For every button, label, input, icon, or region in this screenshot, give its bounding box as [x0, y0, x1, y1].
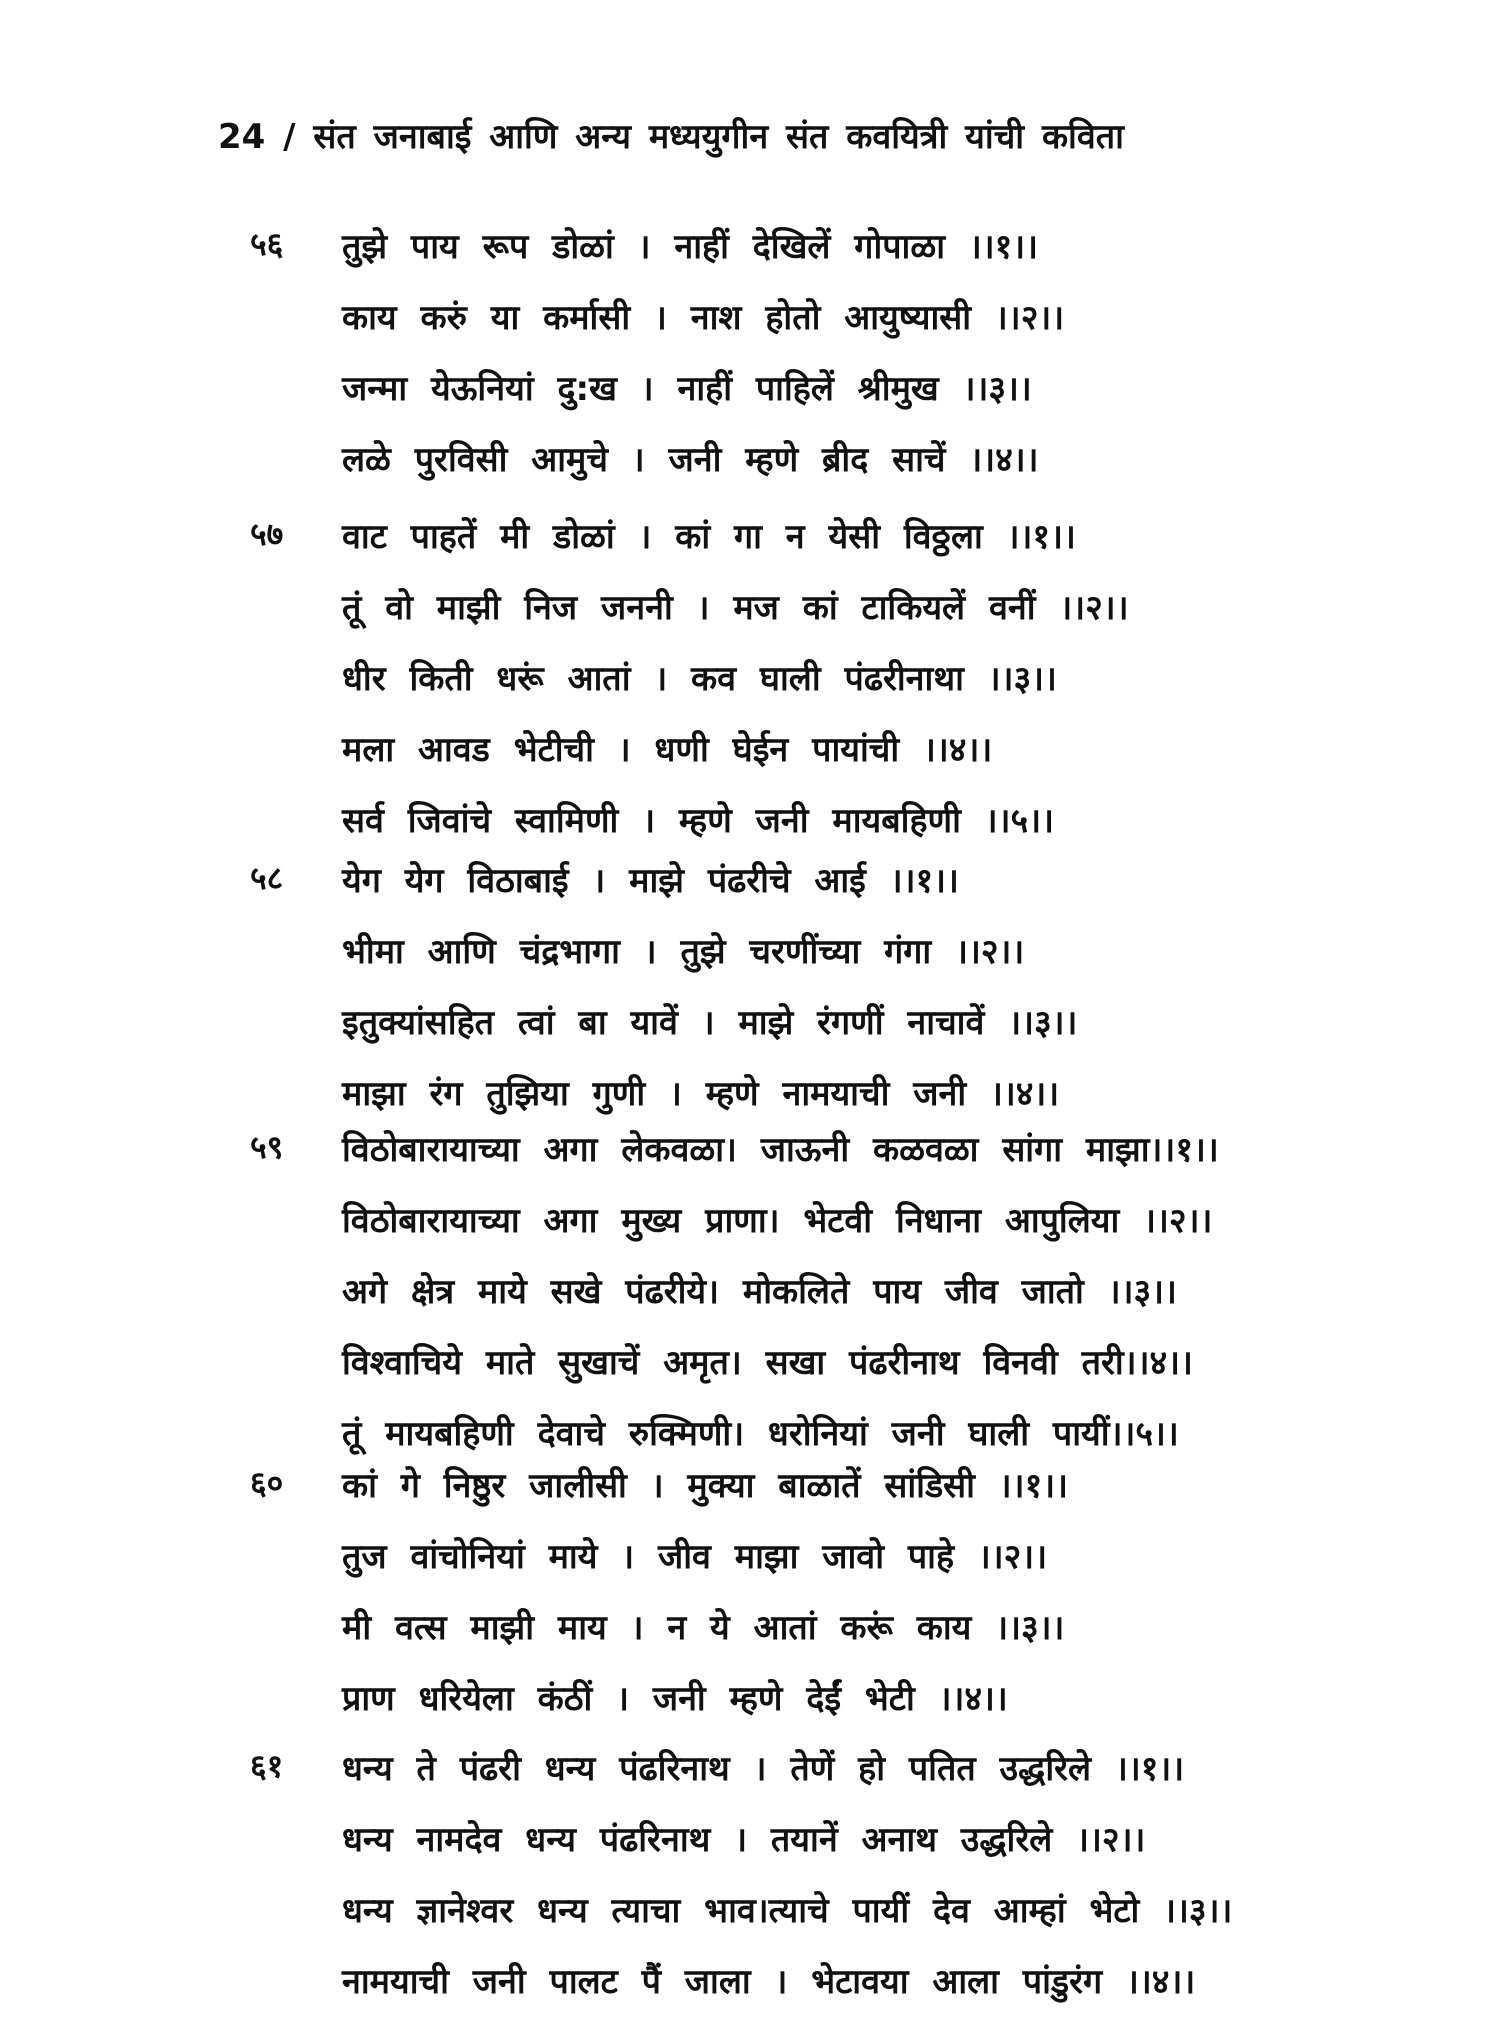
- poem-number: ५८: [250, 859, 284, 897]
- verse-line: धन्य ते पंढरी धन्य पंढरिनाथ । तेणें हो पतित उद्धरिले ।।१।।: [342, 1749, 1185, 1789]
- poem-number: ६०: [250, 1464, 284, 1502]
- verse-line: तुझे पाय रूप डोळां । नाहीं देखिलें गोपाळा ।।१।।: [342, 227, 1039, 267]
- book-title: / संत जनाबाई आणि अन्य मध्ययुगीन संत कवयित्री यांची कविता: [283, 117, 1124, 157]
- verse-line: तूं मायबहिणी देवाचे रुक्मिणी। धरोनियां जनी घाली पायीं।।५।।: [342, 1414, 1179, 1454]
- verse-line: धन्य नामदेव धन्य पंढरिनाथ । तयानें अनाथ उद्धरिले ।।२।।: [342, 1820, 1146, 1860]
- verse-line: वाट पाहतें मी डोळां । कां गा न येसी विठ्ठला ।।१।।: [342, 517, 1076, 557]
- verse-line: नामयाची जनी पालट पैं जाला । भेटावया आला पांडुरंग ।।४।।: [342, 1962, 1196, 2002]
- poem-lines: [342, 856, 1077, 1140]
- verse-line: प्राण धरियेला कंठीं । जनी म्हणे देईं भेटी ।।४।।: [342, 1679, 1008, 1719]
- poem-number: ५६: [250, 225, 284, 263]
- verse-line: अगे क्षेत्र माये सखे पंढरीये। मोकलिते पाय जीव जातो ।।३।।: [342, 1272, 1177, 1312]
- page-number: 24: [218, 117, 266, 157]
- verse-line: धीर किती धरूं आतां । कव घाली पंढरीनाथा ।।३।।: [342, 659, 1057, 699]
- verse-line: तूं वो माझी निज जननी । मज कां टाकियलें वनीं ।।२।।: [342, 588, 1129, 628]
- verse-line: येग येग विठाबाई । माझे पंढरीचे आई ।।१।।: [342, 861, 959, 901]
- poem-number: ५७: [250, 515, 284, 553]
- verse-line: मी वत्स माझी माय । न ये आतां करूं काय ।।३।।: [342, 1608, 1065, 1648]
- verse-line: मला आवड भेटीची । धणी घेईन पायांची ।।४।।: [342, 730, 993, 770]
- poem-number: ५९: [250, 1128, 284, 1166]
- verse-line: तुज वांचोनियां माये । जीव माझा जावो पाहे ।।२।।: [342, 1537, 1048, 1577]
- verse-line: सर्व जिवांचे स्वामिणी । म्हणे जनी मायबहिणी ।।५।।: [342, 801, 1054, 841]
- verse-line: विठोबारायाच्या अगा लेकवळा। जाऊनी कळवळा सांगा माझा।।१।।: [342, 1130, 1219, 1170]
- poem-number: ६१: [250, 1747, 284, 1785]
- poem-lines: [342, 512, 1129, 867]
- verse-line: लळे पुरविसी आमुचे । जनी म्हणे ब्रीद साचें ।।४।।: [342, 440, 1039, 480]
- poem-lines: [342, 1125, 1219, 1480]
- verse-line: भीमा आणि चंद्रभागा । तुझे चरणींच्या गंगा ।।२।।: [342, 932, 1025, 972]
- verse-line: माझा रंग तुझिया गुणी । म्हणे नामयाची जनी ।।४।।: [342, 1074, 1060, 1114]
- verse-line: विश्वाचिये माते सुखाचें अमृत। सखा पंढरीनाथ विनवी तरी।।४।।: [342, 1343, 1193, 1383]
- verse-line: विठोबारायाच्या अगा मुख्य प्राणा। भेटवी निधाना आपुलिया ।।२।।: [342, 1201, 1213, 1241]
- verse-line: कां गे निष्ठुर जालीसी । मुक्या बाळातें सांडिसी ।।१।।: [342, 1466, 1069, 1506]
- poem-lines: [342, 222, 1064, 506]
- verse-line: काय करुं या कर्मासी । नाश होतो आयुष्यासी ।।२।।: [342, 298, 1065, 338]
- verse-line: इतुक्यांसहित त्वां बा यावें । माझे रंगणीं नाचावें ।।३।।: [342, 1003, 1078, 1043]
- verse-line: धन्य ज्ञानेश्वर धन्य त्याचा भाव।त्याचे पायीं देव आम्हां भेटो ।।३।।: [342, 1891, 1233, 1931]
- poem-lines: [342, 1744, 1232, 2028]
- poem-lines: [342, 1461, 1068, 1745]
- running-header: [218, 112, 1124, 158]
- verse-line: जन्मा येऊनियां दु:ख । नाहीं पाहिलें श्रीमुख ।।३।।: [342, 369, 1032, 409]
